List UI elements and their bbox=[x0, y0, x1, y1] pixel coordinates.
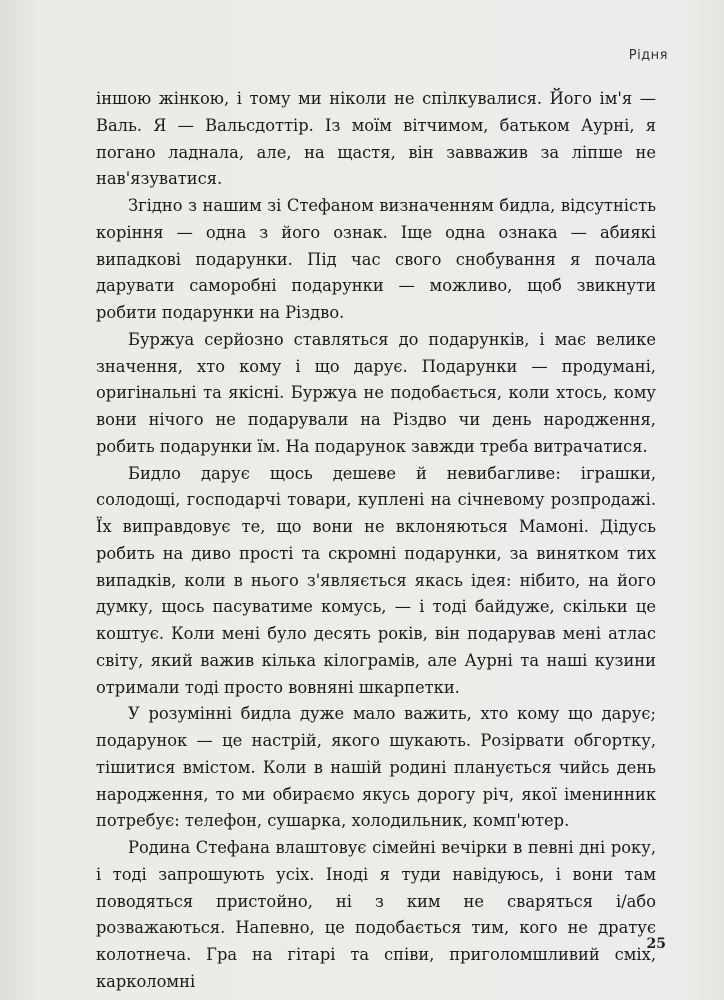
paragraph-1: іншою жінкою, і тому ми ніколи не спілкувалися. Його ім'я — Валь. Я — Вальсдоттір. Із моїм вітчимом, батьком Аурні, я погано ладнала, але, на щастя, він завважив за ліпше не нав'язуватися. bbox=[96, 89, 656, 189]
running-head: Рідня bbox=[628, 48, 668, 63]
paragraph-2: Згідно з нашим зі Стефаном визначенням бидла, відсутність коріння — одна з його ознак. Іще одна ознака — абиякі випадкові подарунки. Під час свого снобування я почала дарувати саморобні подарунки — можливо, щоб звикнути робити подарунки на Різдво. bbox=[96, 196, 656, 322]
page-number: 25 bbox=[646, 936, 666, 952]
paragraph-3: Буржуа серйозно ставляться до подарунків, і має велике значення, хто кому і що дарує. Подарунки — продумані, оригінальні та якісні. Буржуа не подобається, коли хтось, кому вони нічого не подарували на Різдво чи день народження, робить подарунки їм. На подарунок завжди треба витрачатися. bbox=[96, 329, 656, 456]
body-text bbox=[96, 86, 656, 996]
paragraph-5: У розумінні бидла дуже мало важить, хто кому що дарує; подарунок — це настрій, якого шукають. Розірвати обгортку, тішитися вмістом. Коли в нашій родині планується чийсь день народження, то ми обираємо якусь дорогу річ, якої іменинник потребує: телефон, сушарка, холодильник, комп'ютер. bbox=[96, 704, 656, 831]
paragraph-4: Бидло дарує щось дешеве й невибагливе: іграшки, солодощі, господарчі товари, куплені на січневому розпродажі. Їх виправдовує те, що вони не вклоняються Мамоні. Дідусь робить на диво прості та скромні подарунки, за винятком тих випадків, коли в нього з'являється якась ідея: нібито, на його думку, щось пасуватиме комусь, — і тоді байдуже, скільки це коштує. Коли мені було десять років, він подарував мені атлас світу, який важив кілька кілограмів, але Аурні та наші кузини отримали тоді просто вовняні шкарпетки. bbox=[96, 463, 656, 697]
paragraph-6: Родина Стефана влаштовує сімейні вечірки в певні дні року, і тоді запрошують усіх. Іноді я туди навідуюсь, і вони там поводяться пристойно, ні з ким не сваряться і/або розважаються. Напевно, це подобається тим, кого не дратує колотнеча. Гра на гітарі та співи, приголомшливий сміх, карколомні bbox=[96, 838, 656, 991]
